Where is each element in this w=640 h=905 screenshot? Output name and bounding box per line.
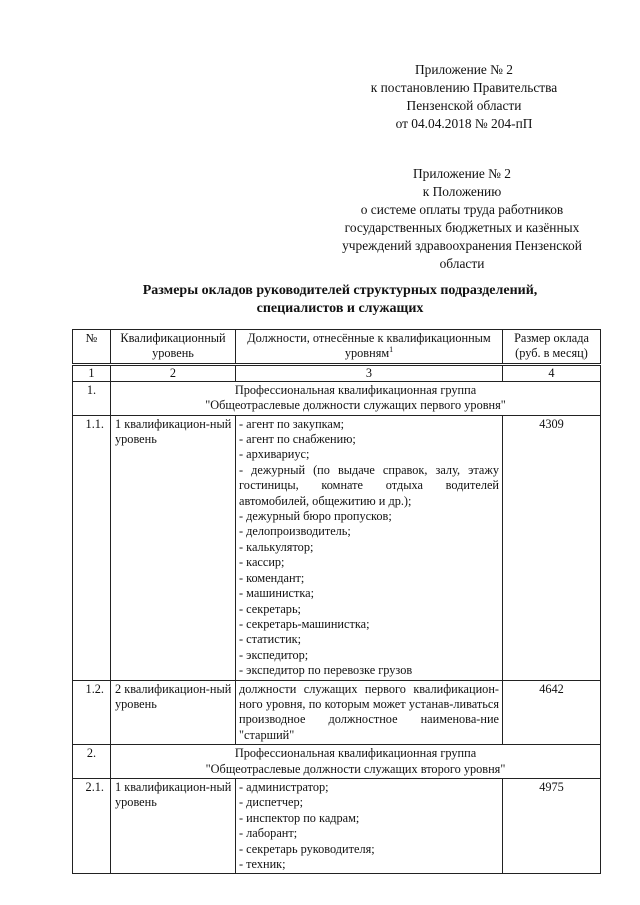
title-line: Размеры окладов руководителей структурных подразделений, [142, 283, 538, 298]
group-num: 1. [73, 381, 111, 415]
column-number: 2 [111, 364, 236, 381]
row-num: 2.1. [73, 778, 111, 873]
position-item: - экспедитор; [239, 647, 309, 662]
appendix-regulation-line: государственных бюджетных и казённых [344, 220, 580, 235]
group-title [111, 745, 601, 779]
position-item: - администратор; [239, 779, 329, 794]
position-item: - секретарь руководителя; [239, 841, 375, 856]
group-num: 2. [73, 745, 111, 779]
salary-table [72, 329, 601, 874]
header-footnote-mark: 1 [389, 345, 394, 355]
position-item: - секретарь; [239, 601, 301, 616]
appendix-number: Приложение № 2 [414, 62, 514, 77]
appendix-region: Пензенской области [406, 98, 522, 113]
document-title [80, 282, 600, 318]
column-number: 3 [236, 364, 503, 381]
header-level: Квалификационный уровень [111, 330, 236, 365]
appendix-regulation-ref: к Положению [422, 184, 502, 199]
position-item: - машинистка; [239, 586, 315, 601]
position-item: - комендант; [239, 570, 305, 585]
position-item: - секретарь-машинистка; [239, 616, 370, 631]
position-item: - экспедитор по перевозке грузов [239, 663, 413, 678]
appendix-resolution-ref: к постановлению Правительства [370, 80, 558, 95]
row-salary: 4309 [503, 415, 601, 680]
group-row [73, 381, 601, 415]
row-salary: 4642 [503, 680, 601, 745]
position-item: - калькулятор; [239, 539, 314, 554]
header-salary: Размер оклада (руб. в месяц) [503, 330, 601, 365]
position-item: - статистик; [239, 632, 302, 647]
position-item: - диспетчер; [239, 795, 304, 810]
position-item: - делопроизводитель; [239, 524, 351, 539]
appendix-resolution-block [334, 61, 594, 133]
column-number: 4 [503, 364, 601, 381]
position-item: - агент по снабжению; [239, 432, 356, 447]
position-item: - агент по закупкам; [239, 416, 345, 431]
row-positions: должности служащих первого квалификацион-ного уровня, по которым может устанав-ливаться производное должностное наименова-ние "старший" [236, 680, 503, 745]
appendix-regulation-line: учреждений здравоохранения Пензенской [342, 238, 582, 253]
row-level: 1 квалификацион-ный уровень [111, 415, 236, 680]
header-positions [236, 330, 503, 365]
group-title-line: "Общеотраслевые должности служащих второго уровня" [205, 761, 506, 776]
table-header-row [73, 330, 601, 365]
column-number: 1 [73, 364, 111, 381]
table-row [73, 680, 601, 745]
position-item: - дежурный (по выдаче справок, залу, этажу гостиницы, комнате отдыха водителей автомобилей, общежитию и др.); [239, 462, 499, 508]
row-positions [236, 778, 503, 873]
header-positions-text: Должности, отнесённые к квалификационным уровням [247, 331, 491, 361]
column-numbers-row [73, 364, 601, 381]
group-title [111, 381, 601, 415]
position-item: - архивариус; [239, 447, 310, 462]
header-num: № [73, 330, 111, 365]
table-row [73, 778, 601, 873]
row-salary: 4975 [503, 778, 601, 873]
group-title-line: Профессиональная квалификационная группа [234, 746, 477, 761]
group-title-line: "Общеотраслевые должности служащих первого уровня" [205, 398, 506, 413]
appendix-regulation-line: области [439, 256, 485, 271]
appendix-number: Приложение № 2 [412, 166, 512, 181]
group-title-line: Профессиональная квалификационная группа [234, 382, 477, 397]
row-positions [236, 415, 503, 680]
group-row [73, 745, 601, 779]
title-line: специалистов и служащих [256, 301, 424, 316]
position-item: - техник; [239, 857, 286, 871]
row-level: 1 квалификацион-ный уровень [111, 778, 236, 873]
position-item: - дежурный бюро пропусков; [239, 509, 392, 524]
position-item: - кассир; [239, 555, 285, 570]
row-level: 2 квалификацион-ный уровень [111, 680, 236, 745]
position-item: - лаборант; [239, 826, 298, 841]
appendix-regulation-line: о системе оплаты труда работников [360, 202, 564, 217]
table-row [73, 415, 601, 680]
appendix-date-number: от 04.04.2018 № 204-пП [395, 116, 533, 131]
row-num: 1.1. [73, 415, 111, 680]
position-item: - инспектор по кадрам; [239, 810, 360, 825]
row-num: 1.2. [73, 680, 111, 745]
appendix-regulation-block [304, 165, 620, 273]
